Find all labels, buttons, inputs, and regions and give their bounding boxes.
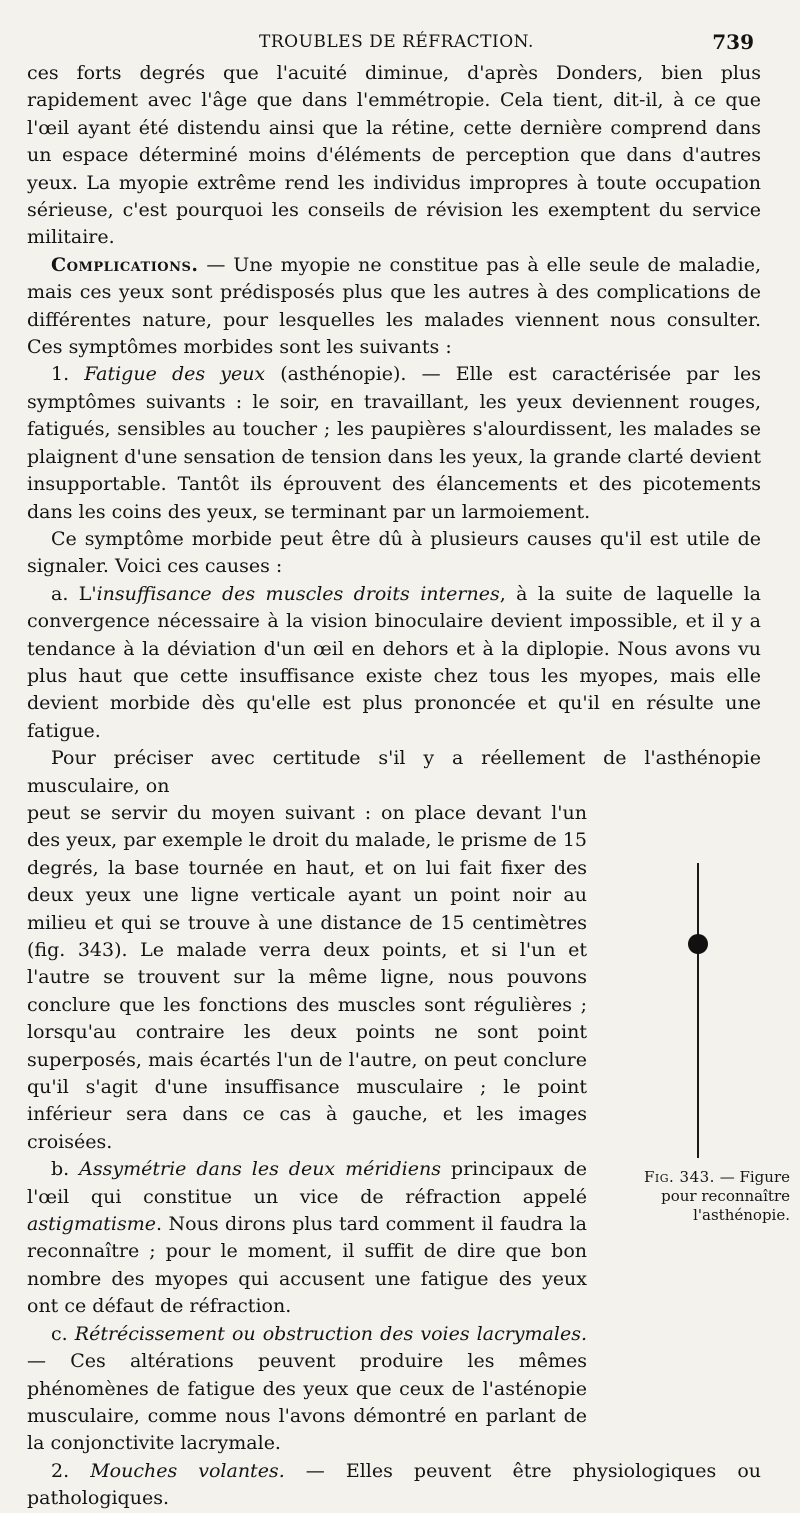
term-astigmatisme: astigmatisme [27, 1213, 157, 1236]
paragraph-causes: Ce symptôme morbide peut être dû à plusieurs causes qu'il est utile de signaler. Voici ces causes : [27, 527, 761, 578]
running-title: TROUBLES DE RÉFRACTION. [259, 32, 534, 52]
section-heading-complications: Complications. [51, 253, 199, 276]
figure-label: Fig. 343. [643, 1168, 715, 1186]
paragraph-mouches-volantes: 2. Mouches volantes. — Elles peuvent être physiologiques ou pathologiques. [27, 1459, 761, 1510]
term-fatigue-des-yeux: Fatigue des yeux [84, 363, 266, 386]
paragraph-assymetrie: b. Assymétrie dans les deux méridiens principaux de l'œil qui constitue un vice de réfraction appelé astigmatisme. Nous dirons plus tard comment il faudra la reconnaître ; pour le moment, il suffit de dire que bon nombre des myopes qui accusent une fatigue des yeux ont ce défaut de réfraction. [27, 1158, 587, 1318]
body-text [27, 60, 761, 1513]
narrow-column [27, 800, 587, 1458]
paragraph-preciser-full: Pour préciser avec certitude s'il y a réellement de l'asthénopie musculaire, on [27, 747, 761, 797]
black-dot [688, 934, 708, 954]
term-insuffisance: insuffisance des muscles droits internes [96, 582, 500, 605]
page-header [0, 30, 800, 56]
term-assymetrie: Assymétrie dans les deux méridiens [79, 1158, 441, 1181]
paragraph-fatigue-des-yeux: 1. Fatigue des yeux (asthénopie). — Elle est caractérisée par les symptômes suivants : le soir, en travaillant, les yeux deviennent rouges, fatigués, sensibles au toucher ; les paupières s'alourdissent, les malades se plaignent d'une sensation de tension dans les yeux, la grande clarté devient insupportable. Tantôt ils éprouvent des élancements et des picotements dans les coins des yeux, se terminant par un larmoiement. [27, 363, 761, 523]
paragraph-preciser-narrow: peut se servir du moyen suivant : on place devant l'un des yeux, par exemple le droit du malade, le prisme de 15 degrés, la base tournée en haut, et on lui fait fixer des deux yeux une ligne verticale ayant un point noir au milieu et qui se trouve à une distance de 15 centimètres (fig. 343). Le malade verra deux points, et si l'un et l'autre se trouvent sur la même ligne, nous pouvons conclure que les fonctions des muscles sont régulières ; lorsqu'au contraire les deux points ne sont point superposés, mais écartés l'un de l'autre, on peut conclure qu'il s'agit d'une insuffisance musculaire ; le point inférieur sera dans ce cas à gauche, et les images croisées. [27, 801, 587, 1153]
paragraph-voies-lacrymales: c. Rétrécissement ou obstruction des voies lacrymales.— Ces altérations peuvent produire les mêmes phénomènes de fatigue des yeux que ceux de l'asténopie musculaire, comme nous l'avons démontré en parlant de la conjonctivite lacrymale. [27, 1322, 587, 1455]
figure-caption [610, 1168, 790, 1225]
page-number: 739 [712, 30, 754, 54]
paragraph-complications: Complications. — Une myopie ne constitue pas à elle seule de maladie, mais ces yeux sont prédisposés plus que les autres à des complications de différentes nature, pour lesquelles les malades viennent nous consulter. Ces symptômes morbides sont les suivants : [27, 253, 761, 359]
paragraph-myopie-extreme: ces forts degrés que l'acuité diminue, d'après Donders, bien plus rapidement avec l'âge que dans l'emmétropie. Cela tient, dit-il, à ce que l'œil ayant été distendu ainsi que la rétine, cette dernière comprend dans un espace déterminé moins d'éléments de perception que dans d'autres yeux. La myopie extrême rend les individus impropres à toute occupation sérieuse, c'est pourquoi les conseils de révision les exemptent du service militaire. [27, 62, 761, 249]
term-voies-lacrymales: Rétrécissement ou obstruction des voies lacrymales. [74, 1322, 587, 1345]
figure-caption-text: — Figure pour reconnaître l'asthénopie. [661, 1168, 790, 1224]
term-mouches-volantes: Mouches volantes. [90, 1459, 285, 1482]
paragraph-insuffisance: a. L'insuffisance des muscles droits internes, à la suite de laquelle la convergence nécessaire à la vision binoculaire devient impossible, et il y a tendance à la déviation d'un œil en dehors et à la diplopie. Nous avons vu plus haut que cette insuffisance existe chez tous les myopes, mais elle devient morbide dès qu'elle est plus prononcée et qu'il en résulte une fatigue. [27, 582, 761, 742]
figure-343-drawing [610, 858, 800, 1168]
